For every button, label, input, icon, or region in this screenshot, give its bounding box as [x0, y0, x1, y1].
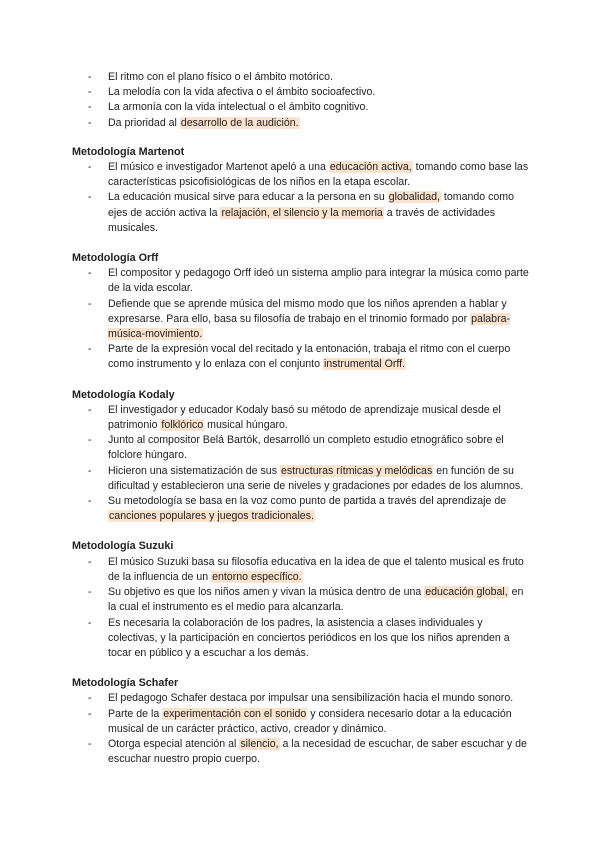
highlighted-text: experimentación con el sonido — [163, 707, 307, 720]
highlighted-text: globalidad, — [388, 191, 440, 204]
text-run: tomando como ejes de acción activa la — [108, 191, 515, 219]
text-run: a través de actividades musicales. — [108, 206, 496, 234]
bullet-item — [72, 737, 532, 767]
text-run: Su objetivo es que los niños amen y vivan la música dentro de una — [108, 586, 425, 599]
method-section — [72, 251, 532, 373]
highlighted-text: relajación, el silencio y la memoria — [221, 206, 383, 219]
bullet-item — [72, 616, 532, 662]
bullet-item — [72, 297, 532, 343]
text-run: y considera necesario dotar a la educación musical de un carácter práctico, activo, creador y dinámico. — [108, 707, 512, 735]
text-run: El investigador y educador Kodaly basó su método de aprendizaje musical desde el patrimonio — [108, 403, 501, 432]
bullet-item — [72, 555, 532, 585]
text-run: El pedagogo Schafer destaca por impulsar una sensibilización hacia el mundo sonoro. — [108, 692, 514, 705]
bullet-item — [72, 342, 532, 372]
text-run: Parte de la expresión vocal del recitado y la entonación, trabaja el ritmo con el cuerpo como instrumento y lo enlaza con el conjunto — [108, 343, 511, 371]
text-run: La melodía con la vida afectiva o el ámbito socioafectivo. — [108, 86, 376, 99]
text-run: en función de su dificultad y establecieron una serie de niveles y gradaciones por edades de los alumnos. — [108, 464, 524, 492]
sections-container — [72, 145, 532, 768]
section-heading: Metodología Orff — [72, 252, 159, 265]
section-bullet-list — [72, 160, 532, 236]
text-run: La educación musical sirve para educar a la persona en su — [108, 191, 388, 204]
section-heading: Metodología Martenot — [72, 145, 185, 158]
bullet-item — [72, 100, 532, 115]
text-run: La armonía con la vida intelectual o el ámbito cognitivo. — [108, 101, 369, 114]
intro-list-block — [72, 70, 532, 131]
highlighted-text: folklórico — [161, 419, 204, 432]
highlighted-text: entorno específico. — [212, 570, 302, 583]
text-run: Junto al compositor Belá Bartók, desarrolló un completo estudio etnográfico sobre el folclore húngaro. — [108, 434, 504, 462]
highlighted-text: educación activa, — [329, 161, 412, 174]
section-bullet-list — [72, 266, 532, 372]
bullet-item — [72, 464, 532, 494]
method-section — [72, 539, 532, 661]
intro-list — [72, 70, 532, 131]
section-bullet-list — [72, 555, 532, 661]
bullet-item — [72, 403, 532, 433]
bullet-item — [72, 85, 532, 100]
text-run: Su metodología se basa en la voz como punto de partida a través del aprendizaje de — [108, 495, 507, 508]
section-heading: Metodología Suzuki — [72, 540, 174, 553]
section-heading: Metodología Kodaly — [72, 388, 175, 401]
highlighted-text: desarrollo de la audición. — [180, 116, 299, 129]
bullet-item — [72, 266, 532, 296]
bullet-item — [72, 691, 532, 706]
bullet-item — [72, 585, 532, 615]
text-run: El músico e investigador Martenot apeló a una — [108, 161, 329, 174]
text-run: Da prioridad al — [108, 116, 180, 129]
highlighted-text: palabra-música-movimiento. — [108, 312, 511, 341]
text-run: Es necesaria la colaboración de los padres, la asistencia a clases individuales y colectivas, y la participación en conciertos periódicos en los que los niños aprenden a tocar en público y a escuchar a los demás. — [108, 616, 510, 659]
text-run: Defiende que se aprende música del mismo modo que los niños aprenden a hablar y expresarse. Para ello, basa su filosofía de trabajo en el trinomio formado por — [108, 297, 507, 325]
text-run: Otorga especial atención al — [108, 737, 240, 750]
text-run: El ritmo con el plano físico o el ámbito motórico. — [108, 71, 333, 83]
bullet-item — [72, 433, 532, 463]
bullet-item — [72, 116, 532, 131]
method-section — [72, 388, 532, 525]
section-bullet-list — [72, 691, 532, 767]
document-body — [72, 70, 532, 782]
section-heading: Metodología Schafer — [72, 677, 179, 690]
highlighted-text: estructuras rítmicas y melódicas — [280, 464, 433, 477]
text-run: musical húngaro. — [204, 419, 288, 432]
highlighted-text: educación global, — [425, 586, 508, 599]
text-run: tomando como base las características psicofisiológicas de los niños en la etapa escolar. — [108, 161, 529, 189]
method-section — [72, 145, 532, 236]
highlighted-text: instrumental Orff. — [323, 358, 405, 371]
bullet-item — [72, 70, 532, 85]
text-run: El compositor y pedagogo Orff ideó un sistema amplio para integrar la música como parte de la vida escolar. — [108, 267, 529, 295]
text-run: a la necesidad de escuchar, de saber escuchar y de escuchar nuestro propio cuerpo. — [108, 737, 527, 766]
bullet-item — [72, 160, 532, 190]
highlighted-text: silencio, — [240, 737, 279, 750]
bullet-item — [72, 190, 532, 236]
bullet-item — [72, 707, 532, 737]
section-bullet-list — [72, 403, 532, 525]
text-run: Hicieron una sistematización de sus — [108, 464, 280, 477]
bullet-item — [72, 494, 532, 524]
text-run: en la cual el instrumento es el medio para alcanzarla. — [108, 586, 524, 614]
highlighted-text: canciones populares y juegos tradicionales. — [109, 510, 314, 523]
text-run: Parte de la — [108, 707, 163, 720]
text-run: El músico Suzuki basa su filosofía educativa en la idea de que el talento musical es fruto de la influencia de un — [108, 555, 524, 583]
method-section — [72, 676, 532, 767]
